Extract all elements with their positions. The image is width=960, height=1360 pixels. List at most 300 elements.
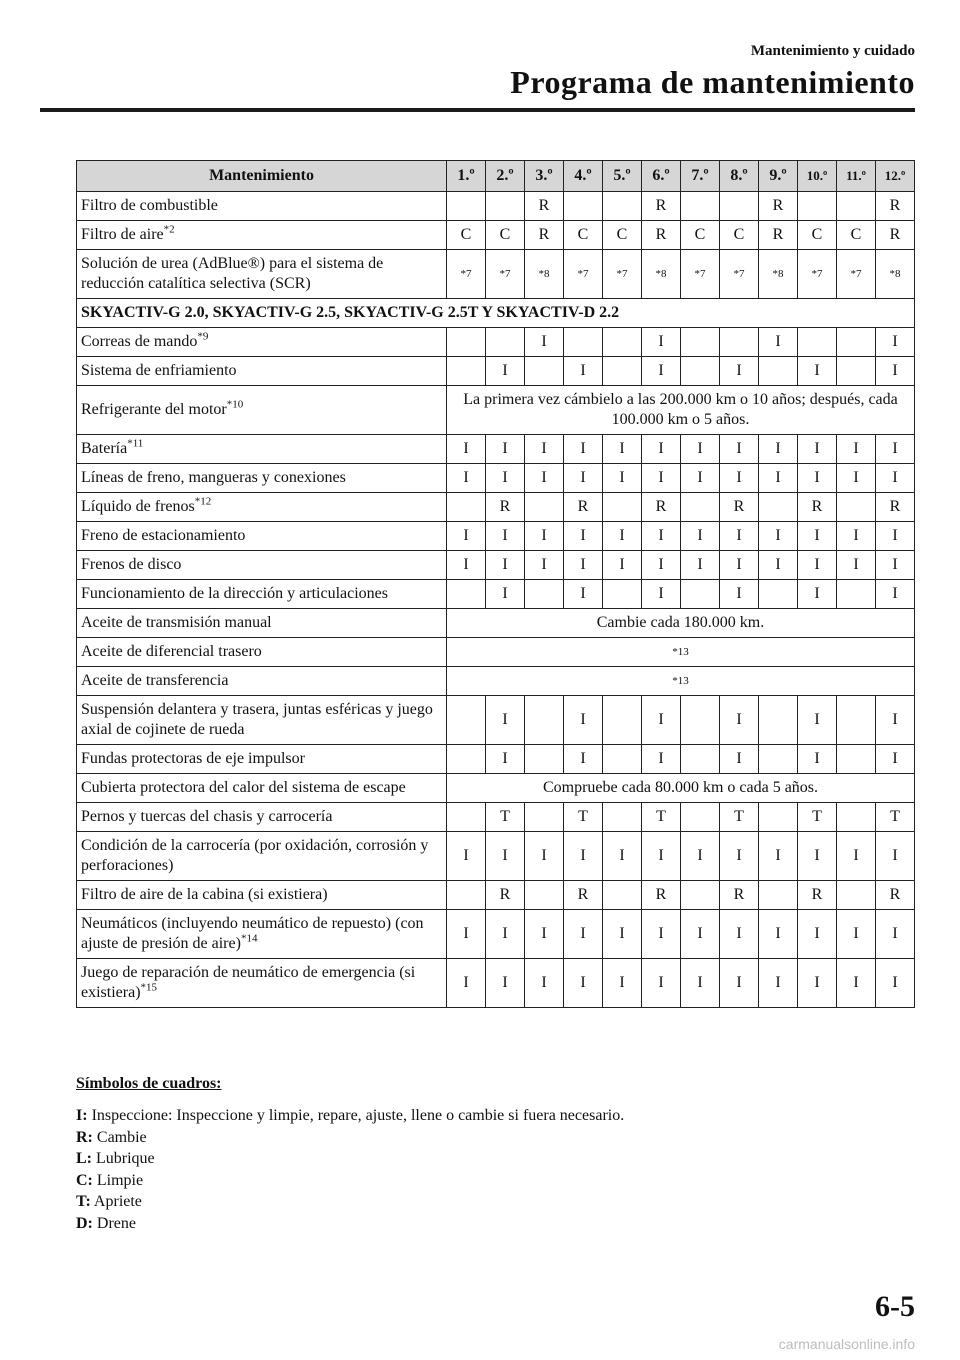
schedule-cell: I xyxy=(447,464,486,493)
schedule-cell: I xyxy=(486,832,525,881)
schedule-cell: R xyxy=(525,221,564,250)
schedule-cell: I xyxy=(525,551,564,580)
item-label: Líquido de frenos xyxy=(81,498,195,515)
legend-text: Drene xyxy=(92,1214,136,1232)
watermark: carmanualsonline.info xyxy=(778,1336,915,1352)
schedule-cell xyxy=(486,328,525,357)
schedule-cell xyxy=(681,881,720,910)
section-header: Mantenimiento y cuidado xyxy=(750,43,915,59)
item-name xyxy=(77,551,447,580)
schedule-cell: I xyxy=(525,910,564,959)
item-label: Filtro de aire de la cabina (si existiera) xyxy=(81,886,328,903)
schedule-cell xyxy=(720,328,759,357)
item-name xyxy=(77,803,447,832)
item-name xyxy=(77,328,447,357)
schedule-cell: C xyxy=(564,221,603,250)
schedule-cell: R xyxy=(798,493,837,522)
item-label: Correas de mando xyxy=(81,333,198,350)
schedule-cell: I xyxy=(486,910,525,959)
period-header: 10.º xyxy=(798,161,837,192)
schedule-cell: I xyxy=(564,580,603,609)
schedule-cell: I xyxy=(759,959,798,1008)
schedule-cell: I xyxy=(525,328,564,357)
item-name xyxy=(77,192,447,221)
schedule-cell: I xyxy=(759,435,798,464)
item-name xyxy=(77,609,447,638)
schedule-cell: I xyxy=(642,745,681,774)
schedule-cell: I xyxy=(603,551,642,580)
schedule-cell: *7 xyxy=(837,250,876,299)
schedule-cell xyxy=(681,745,720,774)
item-label: Frenos de disco xyxy=(81,556,182,573)
schedule-cell: I xyxy=(525,522,564,551)
schedule-cell xyxy=(681,580,720,609)
table-row xyxy=(77,551,915,580)
schedule-cell xyxy=(447,357,486,386)
schedule-cell xyxy=(681,328,720,357)
schedule-cell: T xyxy=(876,803,915,832)
schedule-cell xyxy=(603,803,642,832)
schedule-cell: I xyxy=(876,357,915,386)
item-name xyxy=(77,638,447,667)
schedule-cell: I xyxy=(720,357,759,386)
item-label: Sistema de enfriamiento xyxy=(81,362,237,379)
schedule-cell: R xyxy=(876,881,915,910)
schedule-cell: I xyxy=(525,832,564,881)
schedule-cell: *8 xyxy=(759,250,798,299)
schedule-cell: I xyxy=(759,522,798,551)
item-label: Condición de la carrocería (por oxidación, corrosión y perforaciones) xyxy=(81,837,429,874)
item-name xyxy=(77,745,447,774)
schedule-cell: I xyxy=(720,832,759,881)
schedule-cell: I xyxy=(720,464,759,493)
legend-item xyxy=(76,1191,624,1213)
table-row xyxy=(77,221,915,250)
schedule-cell: I xyxy=(837,959,876,1008)
item-label: Cubierta protectora del calor del sistema de escape xyxy=(81,779,406,796)
legend-key: I: xyxy=(76,1107,88,1124)
schedule-cell: I xyxy=(486,551,525,580)
table-row xyxy=(77,250,915,299)
schedule-cell: *7 xyxy=(720,250,759,299)
item-label: Aceite de transferencia xyxy=(81,672,229,689)
schedule-cell: I xyxy=(876,745,915,774)
item-label: Suspensión delantera y trasera, juntas esféricas y juego axial de cojinete de rueda xyxy=(81,701,433,738)
footnote-ref: *12 xyxy=(194,495,212,508)
schedule-cell: R xyxy=(876,192,915,221)
schedule-cell xyxy=(681,803,720,832)
schedule-cell: I xyxy=(720,696,759,745)
schedule-cell: I xyxy=(564,551,603,580)
schedule-cell: R xyxy=(642,192,681,221)
schedule-cell: I xyxy=(486,580,525,609)
schedule-cell xyxy=(837,745,876,774)
maintenance-table xyxy=(76,160,915,1008)
schedule-cell xyxy=(603,696,642,745)
item-label: Líneas de freno, mangueras y conexiones xyxy=(81,469,346,486)
engine-section-row: SKYACTIV-G 2.0, SKYACTIV-G 2.5, SKYACTIV-G 2.5T Y SKYACTIV-D 2.2 xyxy=(77,299,915,328)
item-label: Refrigerante del motor xyxy=(81,401,227,418)
item-label: Fundas protectoras de eje impulsor xyxy=(81,750,305,767)
schedule-cell xyxy=(447,192,486,221)
schedule-cell xyxy=(837,803,876,832)
schedule-cell xyxy=(759,745,798,774)
schedule-cell: R xyxy=(720,881,759,910)
period-header: 6.º xyxy=(642,161,681,192)
schedule-span: Compruebe cada 80.000 km o cada 5 años. xyxy=(447,774,915,803)
schedule-cell: I xyxy=(798,832,837,881)
schedule-cell: I xyxy=(876,328,915,357)
footnote-ref: *14 xyxy=(240,932,258,945)
schedule-cell: I xyxy=(642,580,681,609)
legend-text: Inspeccione: Inspeccione y limpie, repare, ajuste, llene o cambie si fuera necesario. xyxy=(87,1107,625,1124)
table-row xyxy=(77,522,915,551)
schedule-cell: I xyxy=(837,464,876,493)
schedule-cell: I xyxy=(681,910,720,959)
legend-text: Limpie xyxy=(92,1171,144,1189)
schedule-cell: I xyxy=(603,832,642,881)
legend-key: T: xyxy=(76,1193,91,1210)
table-row xyxy=(77,328,915,357)
schedule-cell: I xyxy=(525,464,564,493)
schedule-cell xyxy=(681,357,720,386)
schedule-span: La primera vez cámbielo a las 200.000 km o 10 años; después, cada 100.000 km o 5 años. xyxy=(447,386,915,435)
schedule-cell: *7 xyxy=(486,250,525,299)
schedule-cell: R xyxy=(564,881,603,910)
schedule-cell: I xyxy=(720,959,759,1008)
schedule-cell: I xyxy=(798,551,837,580)
schedule-cell xyxy=(798,192,837,221)
schedule-cell: R xyxy=(759,192,798,221)
schedule-cell: I xyxy=(798,357,837,386)
item-label: Pernos y tuercas del chasis y carrocería xyxy=(81,808,333,825)
schedule-cell: I xyxy=(642,435,681,464)
schedule-cell xyxy=(720,192,759,221)
table-row xyxy=(77,638,915,667)
schedule-cell xyxy=(447,328,486,357)
legend-item xyxy=(76,1148,624,1170)
schedule-cell: T xyxy=(798,803,837,832)
table-row xyxy=(77,464,915,493)
item-label: Aceite de diferencial trasero xyxy=(81,643,262,660)
schedule-cell xyxy=(603,881,642,910)
item-name xyxy=(77,250,447,299)
schedule-cell: I xyxy=(564,959,603,1008)
schedule-cell: R xyxy=(486,493,525,522)
table-row xyxy=(77,299,915,328)
schedule-cell xyxy=(447,580,486,609)
schedule-cell: I xyxy=(798,522,837,551)
schedule-cell: I xyxy=(642,959,681,1008)
schedule-cell xyxy=(681,493,720,522)
item-name xyxy=(77,832,447,881)
legend-key: L: xyxy=(76,1150,92,1167)
schedule-cell: I xyxy=(564,522,603,551)
schedule-cell xyxy=(837,357,876,386)
schedule-cell: I xyxy=(837,435,876,464)
item-name xyxy=(77,667,447,696)
table-row xyxy=(77,881,915,910)
schedule-cell xyxy=(837,493,876,522)
schedule-cell: I xyxy=(447,959,486,1008)
schedule-cell: R xyxy=(642,493,681,522)
schedule-cell: T xyxy=(720,803,759,832)
schedule-cell: I xyxy=(837,551,876,580)
schedule-cell: I xyxy=(798,435,837,464)
schedule-cell xyxy=(525,803,564,832)
schedule-cell: R xyxy=(876,221,915,250)
item-label: Aceite de transmisión manual xyxy=(81,614,272,631)
schedule-cell xyxy=(486,192,525,221)
header-rule xyxy=(40,108,915,112)
schedule-cell xyxy=(837,696,876,745)
item-name xyxy=(77,580,447,609)
footnote-ref: *9 xyxy=(197,330,209,343)
table-row xyxy=(77,386,915,435)
schedule-cell: I xyxy=(642,522,681,551)
schedule-cell: R xyxy=(876,493,915,522)
schedule-cell: I xyxy=(525,435,564,464)
header-label: Mantenimiento xyxy=(77,161,447,192)
schedule-cell: I xyxy=(759,551,798,580)
legend xyxy=(76,1075,624,1234)
schedule-cell: I xyxy=(876,832,915,881)
schedule-cell: *7 xyxy=(798,250,837,299)
schedule-cell: *8 xyxy=(525,250,564,299)
period-header: 11.º xyxy=(837,161,876,192)
schedule-cell xyxy=(837,580,876,609)
schedule-cell: I xyxy=(642,832,681,881)
legend-item xyxy=(76,1170,624,1192)
item-name xyxy=(77,493,447,522)
schedule-cell xyxy=(564,328,603,357)
schedule-cell: I xyxy=(837,910,876,959)
schedule-cell: I xyxy=(564,832,603,881)
schedule-cell xyxy=(525,493,564,522)
schedule-cell: C xyxy=(798,221,837,250)
schedule-cell xyxy=(681,192,720,221)
schedule-cell: I xyxy=(720,522,759,551)
period-header: 4.º xyxy=(564,161,603,192)
legend-item xyxy=(76,1213,624,1235)
schedule-cell: I xyxy=(564,696,603,745)
item-label: Solución de urea (AdBlue®) para el sistema de reducción catalítica selectiva (SCR) xyxy=(81,255,384,292)
schedule-cell: I xyxy=(876,696,915,745)
schedule-cell xyxy=(759,493,798,522)
footnote-ref: *2 xyxy=(163,223,175,236)
schedule-cell xyxy=(447,493,486,522)
schedule-cell: I xyxy=(681,435,720,464)
schedule-cell: I xyxy=(447,522,486,551)
table-row xyxy=(77,493,915,522)
schedule-cell xyxy=(447,803,486,832)
schedule-cell xyxy=(525,881,564,910)
legend-item xyxy=(76,1127,624,1149)
item-name xyxy=(77,774,447,803)
schedule-cell: C xyxy=(720,221,759,250)
footnote-ref: *15 xyxy=(140,981,158,994)
item-name xyxy=(77,464,447,493)
table-row xyxy=(77,745,915,774)
schedule-cell: I xyxy=(798,696,837,745)
schedule-cell: *8 xyxy=(876,250,915,299)
schedule-cell: C xyxy=(447,221,486,250)
schedule-cell: C xyxy=(837,221,876,250)
period-header: 7.º xyxy=(681,161,720,192)
item-name xyxy=(77,881,447,910)
schedule-cell: I xyxy=(603,464,642,493)
legend-key: D: xyxy=(76,1214,93,1232)
schedule-cell: I xyxy=(681,832,720,881)
schedule-cell: I xyxy=(447,435,486,464)
period-header: 2.º xyxy=(486,161,525,192)
schedule-cell: I xyxy=(681,522,720,551)
item-label: Freno de estacionamiento xyxy=(81,527,246,544)
item-name xyxy=(77,696,447,745)
schedule-cell: I xyxy=(447,551,486,580)
schedule-cell: I xyxy=(642,696,681,745)
schedule-cell: I xyxy=(681,464,720,493)
schedule-cell: I xyxy=(564,357,603,386)
schedule-cell: I xyxy=(681,959,720,1008)
schedule-cell: I xyxy=(642,551,681,580)
period-header: 12.º xyxy=(876,161,915,192)
schedule-cell xyxy=(837,328,876,357)
schedule-cell xyxy=(447,696,486,745)
table-row xyxy=(77,959,915,1008)
schedule-cell: I xyxy=(447,910,486,959)
schedule-cell: *7 xyxy=(564,250,603,299)
table-header-row xyxy=(77,161,915,192)
schedule-cell: I xyxy=(720,551,759,580)
schedule-cell: I xyxy=(720,580,759,609)
schedule-cell: *8 xyxy=(642,250,681,299)
item-label: Neumáticos (incluyendo neumático de repuesto) (con ajuste de presión de aire) xyxy=(81,915,424,952)
table-row xyxy=(77,192,915,221)
schedule-cell: C xyxy=(603,221,642,250)
table-row xyxy=(77,357,915,386)
item-name xyxy=(77,959,447,1008)
item-label: Batería xyxy=(81,440,128,457)
schedule-cell xyxy=(525,745,564,774)
schedule-cell: I xyxy=(486,745,525,774)
schedule-cell xyxy=(759,803,798,832)
item-name xyxy=(77,435,447,464)
schedule-cell: I xyxy=(603,435,642,464)
schedule-cell: I xyxy=(837,522,876,551)
legend-text: Cambie xyxy=(92,1128,147,1146)
item-label: Filtro de combustible xyxy=(81,197,218,214)
schedule-cell: I xyxy=(564,745,603,774)
schedule-cell: I xyxy=(798,464,837,493)
schedule-cell: R xyxy=(798,881,837,910)
schedule-cell: I xyxy=(876,959,915,1008)
table-row xyxy=(77,609,915,638)
item-name xyxy=(77,386,447,435)
schedule-cell: I xyxy=(642,910,681,959)
table-row xyxy=(77,832,915,881)
schedule-cell xyxy=(603,328,642,357)
schedule-cell: I xyxy=(603,522,642,551)
item-label: Filtro de aire xyxy=(81,226,164,243)
schedule-cell: I xyxy=(603,959,642,1008)
schedule-cell xyxy=(603,580,642,609)
schedule-cell: I xyxy=(486,522,525,551)
schedule-cell: R xyxy=(486,881,525,910)
table-row xyxy=(77,910,915,959)
schedule-cell: R xyxy=(642,881,681,910)
table-row xyxy=(77,696,915,745)
table-row xyxy=(77,667,915,696)
schedule-cell xyxy=(603,192,642,221)
schedule-cell: I xyxy=(876,910,915,959)
schedule-cell: I xyxy=(759,464,798,493)
schedule-cell: I xyxy=(876,464,915,493)
schedule-cell xyxy=(525,696,564,745)
schedule-cell: I xyxy=(876,435,915,464)
schedule-cell: *7 xyxy=(603,250,642,299)
table-row xyxy=(77,803,915,832)
schedule-cell xyxy=(447,745,486,774)
page-title: Programa de mantenimiento xyxy=(510,64,915,100)
item-name xyxy=(77,910,447,959)
legend-item xyxy=(76,1105,624,1127)
schedule-cell: R xyxy=(759,221,798,250)
schedule-cell: I xyxy=(798,910,837,959)
schedule-footnote: *13 xyxy=(447,667,915,696)
legend-key: R: xyxy=(76,1128,93,1146)
schedule-cell: I xyxy=(681,551,720,580)
table-row xyxy=(77,774,915,803)
schedule-cell: I xyxy=(720,745,759,774)
schedule-cell: I xyxy=(759,910,798,959)
schedule-cell xyxy=(603,357,642,386)
schedule-cell: I xyxy=(720,910,759,959)
period-header: 5.º xyxy=(603,161,642,192)
schedule-cell xyxy=(837,881,876,910)
schedule-cell: *7 xyxy=(681,250,720,299)
schedule-cell xyxy=(447,881,486,910)
schedule-cell: I xyxy=(564,910,603,959)
schedule-cell: R xyxy=(525,192,564,221)
footnote-ref: *11 xyxy=(127,437,144,450)
legend-title: Símbolos de cuadros: xyxy=(76,1075,222,1092)
period-header: 3.º xyxy=(525,161,564,192)
schedule-cell: *7 xyxy=(447,250,486,299)
item-name xyxy=(77,357,447,386)
schedule-cell: T xyxy=(486,803,525,832)
schedule-cell xyxy=(759,580,798,609)
schedule-cell: I xyxy=(525,959,564,1008)
legend-key: C: xyxy=(76,1171,93,1189)
schedule-cell: I xyxy=(564,435,603,464)
schedule-cell: R xyxy=(642,221,681,250)
footnote-ref: *10 xyxy=(226,398,244,411)
page-number: 6-5 xyxy=(875,1290,915,1323)
item-name xyxy=(77,522,447,551)
schedule-cell: I xyxy=(759,832,798,881)
schedule-cell xyxy=(603,745,642,774)
schedule-cell: I xyxy=(486,464,525,493)
schedule-cell xyxy=(525,580,564,609)
schedule-cell xyxy=(759,357,798,386)
schedule-cell xyxy=(603,493,642,522)
schedule-cell: I xyxy=(564,464,603,493)
schedule-cell: I xyxy=(486,357,525,386)
schedule-cell xyxy=(759,881,798,910)
item-label: Funcionamiento de la dirección y articulaciones xyxy=(81,585,388,602)
item-label: Juego de reparación de neumático de emergencia (si existiera) xyxy=(81,964,416,1001)
